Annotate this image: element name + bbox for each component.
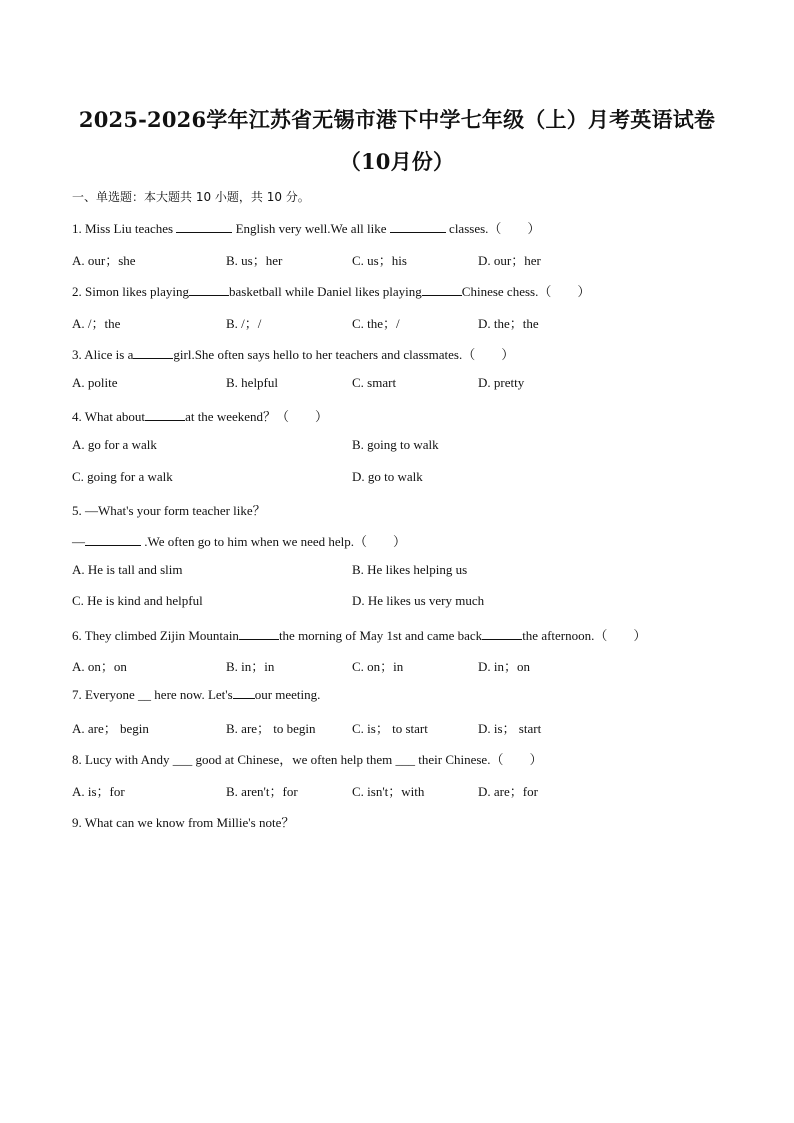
q2-option-b: B. /；/ xyxy=(226,316,262,331)
q1-option-d: D. our；her xyxy=(478,253,541,268)
q6-option-d: D. in；on xyxy=(478,659,531,674)
question-8: 8. Lucy with Andy ___ good at Chinese，we often help them ___ their Chinese.（ ） xyxy=(72,752,543,767)
q8-option-d: D. are；for xyxy=(478,784,538,799)
q5-option-b: B. He likes helping us xyxy=(352,562,468,577)
q1-option-a: A. our；she xyxy=(72,253,136,268)
answer-blank xyxy=(422,284,462,296)
q7-option-d: D. is； start xyxy=(478,721,542,736)
question-1-text-c: classes.（ ） xyxy=(445,221,541,236)
q3-option-c: C. smart xyxy=(352,375,397,390)
question-4-text-b: at the weekend？（ ） xyxy=(185,409,329,424)
question-2 xyxy=(72,281,590,300)
answer-blank xyxy=(239,628,279,640)
question-4 xyxy=(72,406,328,425)
question-6-text-b: the morning of May 1st and came back xyxy=(278,628,483,643)
answer-blank xyxy=(133,347,173,359)
q4-option-b: B. going to walk xyxy=(352,437,439,452)
exam-title-line1: 2025-2026学年江苏省无锡市港下中学七年级（上）月考英语试卷 xyxy=(78,107,716,132)
q6-option-a: A. on；on xyxy=(72,659,127,674)
q1-option-b: B. us；her xyxy=(226,253,283,268)
answer-blank xyxy=(390,221,446,233)
q2-option-d: D. the；the xyxy=(478,316,539,331)
question-4-text-a: 4. What about xyxy=(72,409,146,424)
question-3-text-b: girl.She often says hello to her teachers and classmates.（ ） xyxy=(173,347,515,362)
question-5-prompt: 5. —What's your form teacher like？ xyxy=(72,503,266,518)
q8-option-c: C. isn't；with xyxy=(352,784,425,799)
question-6-text-a: 6. They climbed Zijin Mountain xyxy=(72,628,239,643)
question-2-text-a: 2. Simon likes playing xyxy=(72,284,189,299)
question-9: 9. What can we know from Millie's note？ xyxy=(72,815,295,830)
question-2-text-b: basketball while Daniel likes playing xyxy=(229,284,422,299)
question-5-text: .We often go to him when we need help.（ ） xyxy=(141,534,407,549)
q5-option-c: C. He is kind and helpful xyxy=(72,593,203,608)
question-5 xyxy=(72,531,406,550)
q5-option-a: A. He is tall and slim xyxy=(72,562,183,577)
q8-option-a: A. is；for xyxy=(72,784,125,799)
q4-option-c: C. going for a walk xyxy=(72,469,173,484)
question-1-text-a: 1. Miss Liu teaches xyxy=(72,221,177,236)
question-6-text-c: the afternoon.（ ） xyxy=(522,628,647,643)
section-heading xyxy=(72,188,310,205)
q8-option-b: B. aren't；for xyxy=(226,784,298,799)
exam-title-line2: （10月份） xyxy=(339,149,455,174)
q7-option-c: C. is； to start xyxy=(352,721,428,736)
question-7-text-a: 7. Everyone __ here now. Let's xyxy=(72,687,233,702)
question-3 xyxy=(72,344,514,363)
q4-option-a: A. go for a walk xyxy=(72,437,157,452)
question-6 xyxy=(72,625,646,644)
q7-option-b: B. are； to begin xyxy=(226,721,316,736)
answer-blank xyxy=(176,221,232,233)
answer-blank xyxy=(85,534,141,546)
section-label: 一、单选题：本大题共 10 小题，共 10 分。 xyxy=(72,190,310,204)
q1-option-c: C. us；his xyxy=(352,253,407,268)
q3-option-d: D. pretty xyxy=(478,375,525,390)
q2-option-c: C. the；/ xyxy=(352,316,400,331)
answer-blank xyxy=(145,409,185,421)
question-1-text-b: English very well.We all like xyxy=(232,221,390,236)
answer-blank xyxy=(233,687,255,699)
q3-option-a: A. polite xyxy=(72,375,118,390)
q5-option-d: D. He likes us very much xyxy=(352,593,485,608)
question-7-text-b: our meeting. xyxy=(254,687,321,702)
question-7 xyxy=(72,687,320,703)
q6-option-b: B. in；in xyxy=(226,659,275,674)
q4-option-d: D. go to walk xyxy=(352,469,423,484)
answer-blank xyxy=(189,284,229,296)
question-3-text-a: 3. Alice is a xyxy=(72,347,134,362)
q3-option-b: B. helpful xyxy=(226,375,278,390)
q2-option-a: A. /；the xyxy=(72,316,121,331)
q6-option-c: C. on；in xyxy=(352,659,404,674)
question-5-dash: — xyxy=(72,534,85,549)
q7-option-a: A. are； begin xyxy=(72,721,149,736)
question-1 xyxy=(72,218,540,237)
question-2-text-c: Chinese chess.（ ） xyxy=(461,284,591,299)
answer-blank xyxy=(482,628,522,640)
